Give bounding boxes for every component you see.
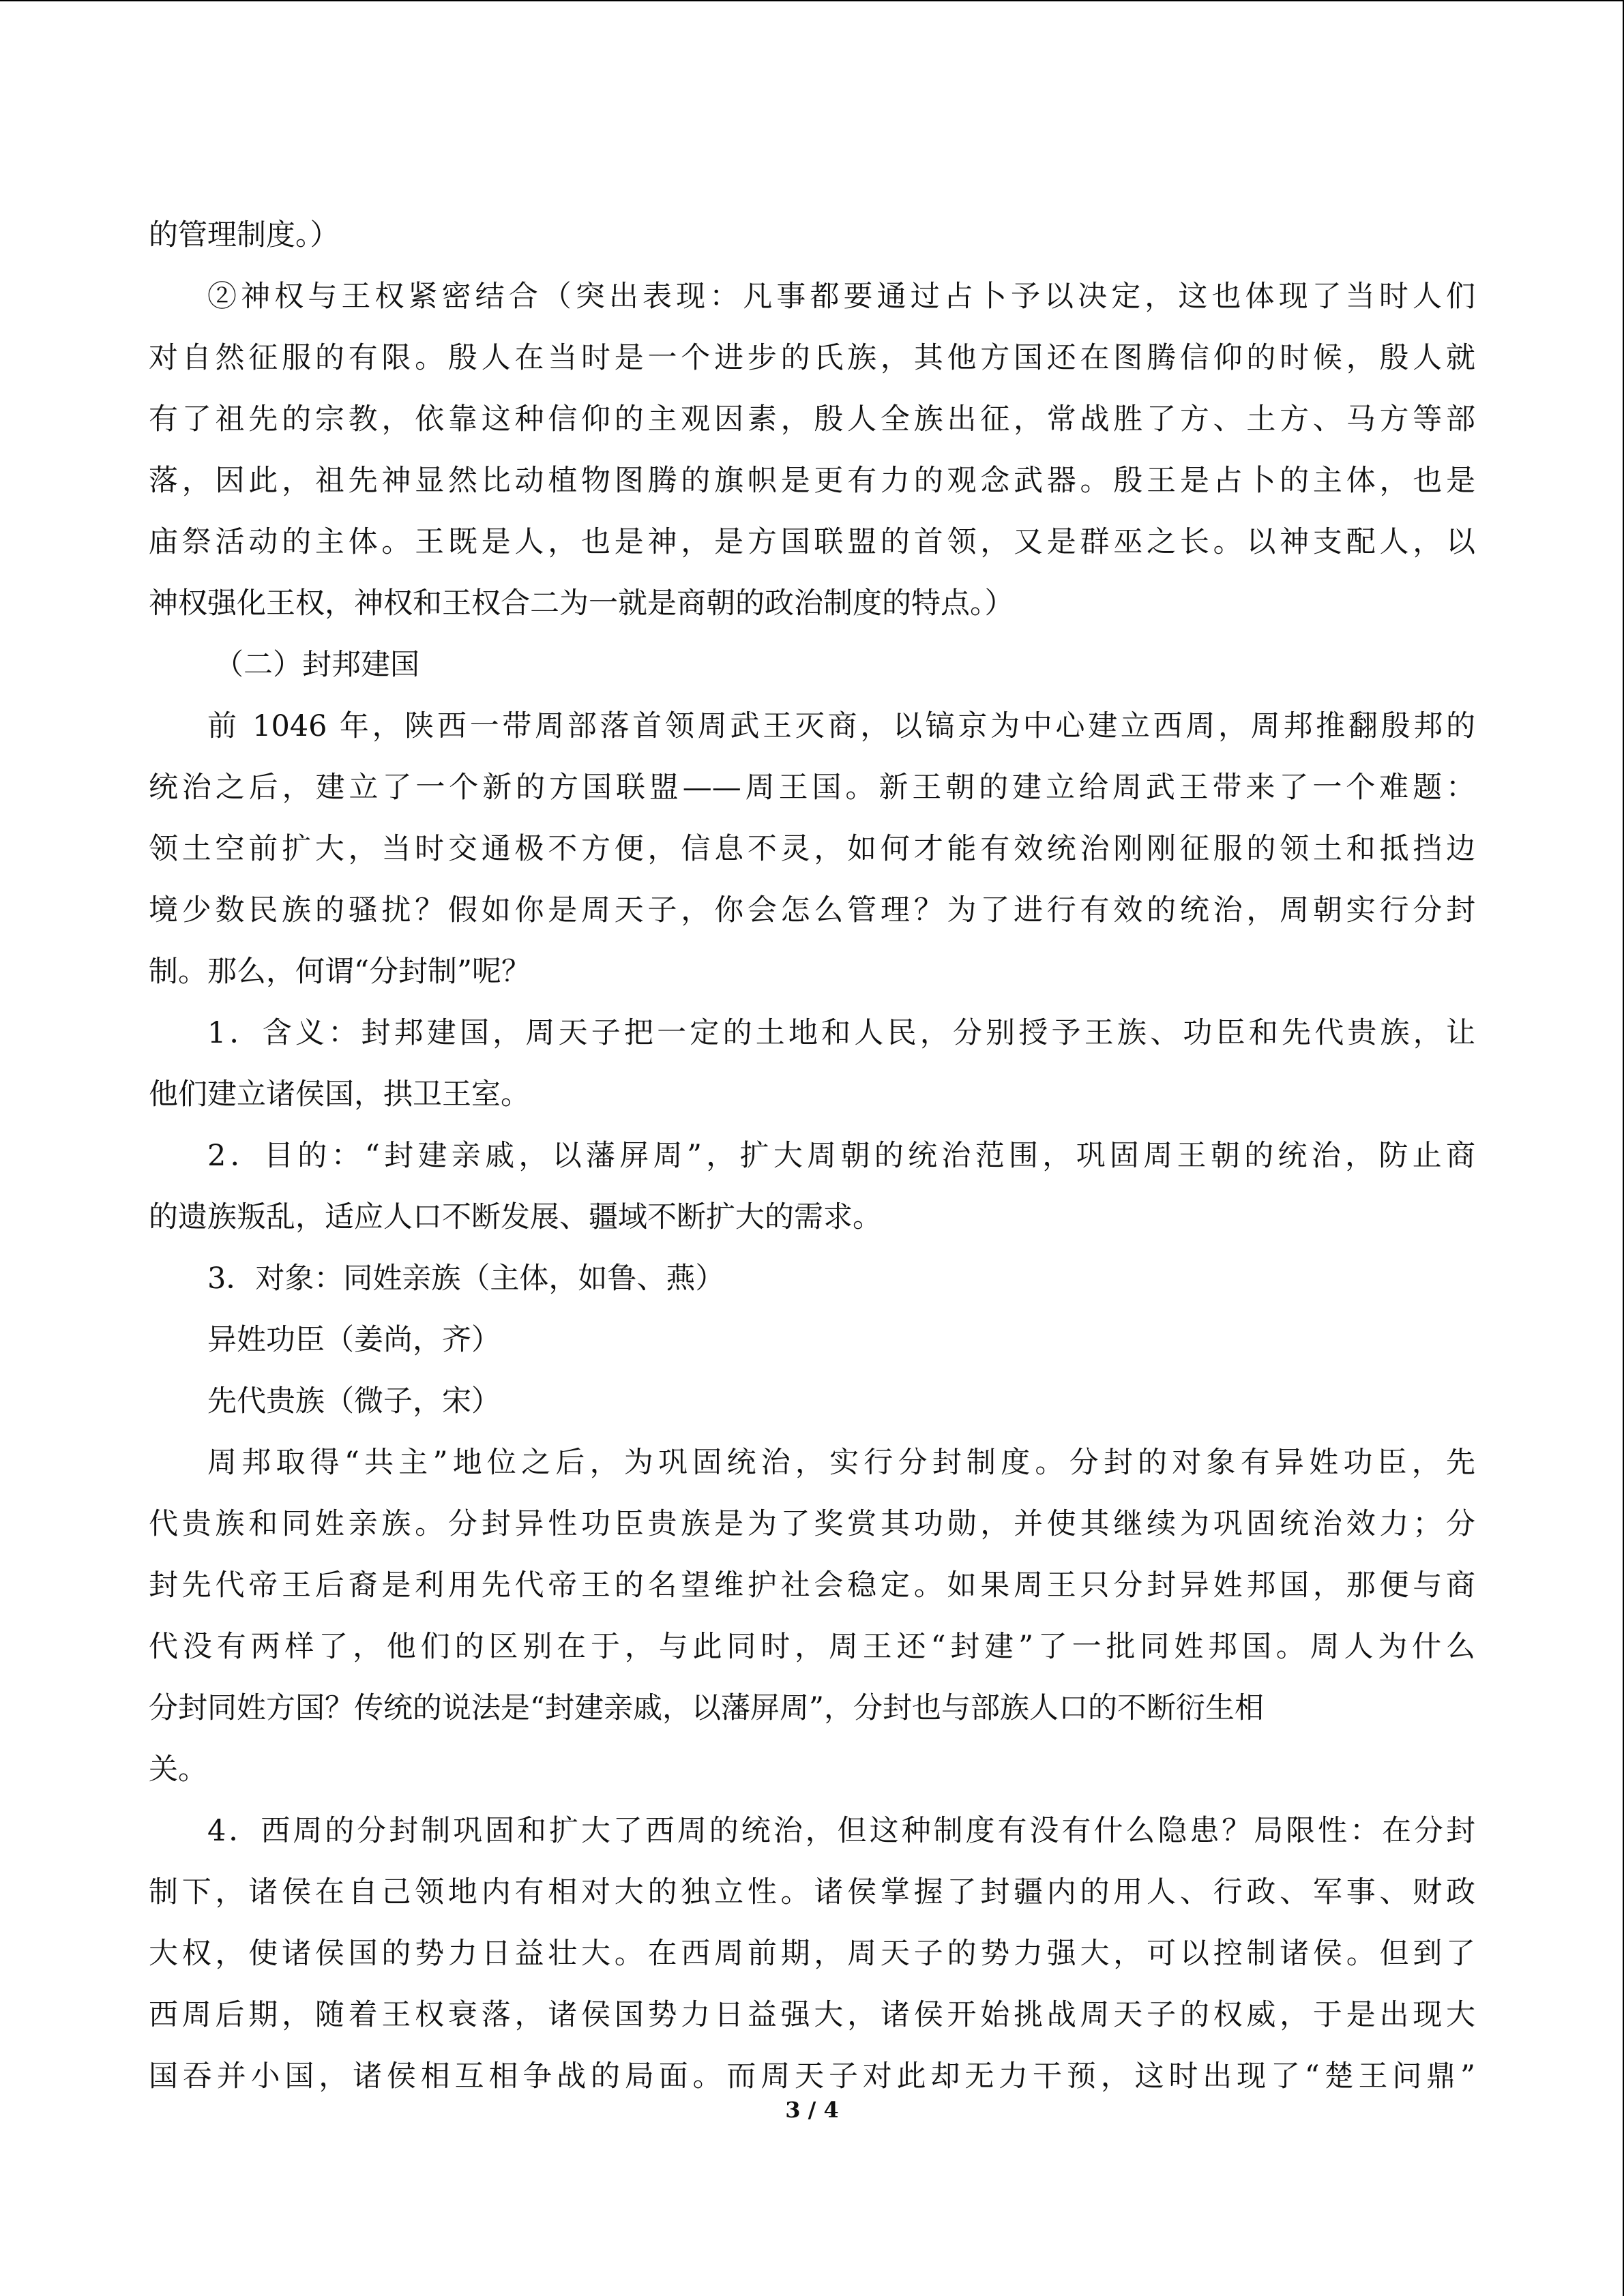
text-line: 境少数民族的骚扰？假如你是周天子，你会怎么管理？为了进行有效的统治，周朝实行分封 [149, 893, 1475, 927]
text-line: 国吞并小国，诸侯相互相争战的局面。而周天子对此却无力干预，这时出现了“楚王问鼎” [149, 2059, 1475, 2093]
text-line: 前 1046 年，陕西一带周部落首领周武王灭商，以镐京为中心建立西周，周邦推翻殷邦的 [207, 709, 1475, 743]
text-line: 周邦取得“共主”地位之后，为巩固统治，实行分封制度。分封的对象有异姓功臣，先 [207, 1446, 1475, 1480]
text-line: 的管理制度。） [149, 218, 340, 252]
text-line: 大权，使诸侯国的势力日益壮大。在西周前期，周天子的势力强大，可以控制诸侯。但到了 [149, 1937, 1475, 1971]
document-body [149, 205, 1475, 2107]
section-heading: （二）封邦建国 [214, 648, 419, 682]
text-line: 庙祭活动的主体。王既是人，也是神，是方国联盟的首领，又是群巫之长。以神支配人，以 [149, 525, 1475, 559]
top-border [0, 0, 1624, 1]
text-line: 代贵族和同姓亲族。分封异性功臣贵族是为了奖赏其功勋，并使其继续为巩固统治效力；分 [149, 1507, 1475, 1541]
text-line: 制下，诸侯在自己领地内有相对大的独立性。诸侯掌握了封疆内的用人、行政、军事、财政 [149, 1875, 1475, 1909]
text-line: ②神权与王权紧密结合（突出表现：凡事都要通过占卜予以决定，这也体现了当时人们 [207, 280, 1475, 314]
text-line: 关。 [149, 1753, 207, 1787]
text-line: 制。那么，何谓“分封制”呢？ [149, 955, 531, 989]
text-line: 有了祖先的宗教，依靠这种信仰的主观因素，殷人全族出征，常战胜了方、土方、马方等部 [149, 402, 1475, 436]
text-line: 异姓功臣（姜尚，齐） [207, 1323, 501, 1357]
page-number: 3 / 4 [785, 2097, 839, 2123]
text-line: 2．目的：“封建亲戚，以藩屏周”，扩大周朝的统治范围，巩固周王朝的统治，防止商 [207, 1139, 1475, 1173]
text-line: 4．西周的分封制巩固和扩大了西周的统治，但这种制度有没有什么隐患？局限性：在分封 [207, 1814, 1475, 1848]
text-line: 分封同姓方国？传统的说法是“封建亲戚，以藩屏周”，分封也与部族人口的不断衍生相 [149, 1691, 1264, 1725]
text-line: 代没有两样了，他们的区别在于，与此同时，周王还“封建”了一批同姓邦国。周人为什么 [149, 1630, 1475, 1664]
text-line: 对自然征服的有限。殷人在当时是一个进步的氏族，其他方国还在图腾信仰的时候，殷人就 [149, 341, 1475, 375]
text-line: 先代贵族（微子，宋） [207, 1384, 501, 1418]
text-line: 的遗族叛乱，适应人口不断发展、疆域不断扩大的需求。 [149, 1200, 882, 1234]
text-line: 领土空前扩大，当时交通极不方便，信息不灵，如何才能有效统治刚刚征服的领土和抵挡边 [149, 832, 1475, 866]
text-line: 落，因此，祖先神显然比动植物图腾的旗帜是更有力的观念武器。殷王是占卜的主体，也是 [149, 464, 1475, 498]
text-line: 封先代帝王后裔是利用先代帝王的名望维护社会稳定。如果周王只分封异姓邦国，那便与商 [149, 1568, 1475, 1602]
text-line: 统治之后，建立了一个新的方国联盟——周王国。新王朝的建立给周武王带来了一个难题： [149, 771, 1475, 805]
text-line: 他们建立诸侯国，拱卫王室。 [149, 1077, 530, 1112]
text-line: 西周后期，随着王权衰落，诸侯国势力日益强大，诸侯开始挑战周天子的权威，于是出现大 [149, 1998, 1475, 2032]
text-line: 1．含义：封邦建国，周天子把一定的土地和人民，分别授予王族、功臣和先代贵族，让 [207, 1016, 1475, 1050]
text-line: 3．对象：同姓亲族（主体，如鲁、燕） [207, 1262, 725, 1296]
text-line: 神权强化王权，神权和王权合二为一就是商朝的政治制度的特点。） [149, 586, 1014, 621]
